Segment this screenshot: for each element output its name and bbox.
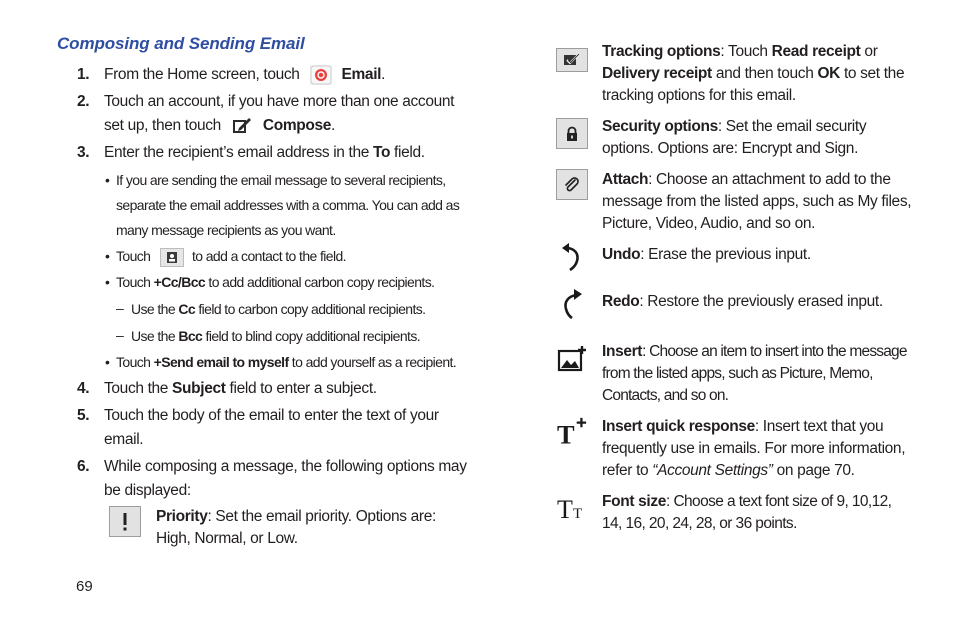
bullet-4 (57, 350, 467, 375)
step-4 (57, 377, 467, 401)
option-desc: : Choose an item to insert into the message from the listed apps, such as Picture, Memo, Contacts, and so on. (602, 343, 907, 404)
option-redo (554, 291, 914, 337)
tracking-check-icon (556, 48, 588, 72)
dash-mark: – (116, 300, 124, 316)
step-text: Enter the recipient’s email address in the (104, 144, 373, 161)
bullet-bold: +Cc/Bcc (153, 274, 206, 290)
right-column (554, 41, 914, 535)
option-label: Attach (602, 171, 649, 188)
bullet-bold: +Send email to myself (153, 354, 289, 370)
step-text-end: field. (390, 144, 425, 161)
option-label: Redo (602, 293, 640, 310)
step-text: Touch the (104, 380, 173, 397)
step-5 (57, 404, 467, 452)
step-6 (57, 455, 467, 503)
step-number: 5. (77, 407, 90, 424)
sub-bold: Cc (178, 301, 196, 317)
option-desc: : Erase the previous input. (640, 246, 811, 263)
contacts-icon (160, 248, 184, 267)
step-bold: Email (341, 66, 382, 83)
option-undo (554, 244, 914, 286)
undo-icon (556, 242, 588, 274)
lock-icon (556, 118, 588, 149)
sub-bullet-bcc (57, 324, 467, 349)
option-quick-response (554, 416, 914, 482)
section-heading: Composing and Sending Email (57, 34, 305, 53)
bullet-text: Touch (116, 274, 154, 290)
paperclip-icon (556, 169, 588, 200)
bullet-mark: • (105, 354, 110, 370)
compose-icon (231, 116, 253, 136)
option-bold: Delivery receipt (602, 65, 712, 82)
step-text: Touch the body of the email to enter the text of your email. (104, 407, 439, 448)
bullet-text-end: to add additional carbon copy recipients. (205, 274, 435, 290)
bullet-text: Touch (116, 354, 154, 370)
sub-bold: Bcc (178, 328, 203, 344)
bullet-mark: • (105, 248, 110, 264)
option-security (554, 116, 914, 160)
step-bold: To (372, 144, 391, 161)
cross-reference-link[interactable]: “Account Settings” (652, 462, 773, 479)
step-text-end: . (331, 117, 336, 134)
option-label: Undo (602, 246, 641, 263)
bullet-mark: • (105, 172, 110, 188)
step-text: From the Home screen, touch (104, 66, 300, 83)
sub-text: Use the (131, 301, 179, 317)
step-text: While composing a message, the following options may be displayed: (104, 458, 467, 499)
step-text: Touch an account, if you have more than one account set up, then touch (104, 93, 455, 134)
option-bold: Read receipt (771, 43, 861, 60)
option-label: Insert (602, 343, 643, 360)
bullet-text: Touch (116, 248, 151, 264)
option-font-size (554, 491, 914, 535)
option-desc: : Set the email security options. Options are: Encrypt and Sign. (602, 118, 867, 157)
svg-text:T: T (573, 506, 582, 522)
option-desc: and then touch (711, 65, 818, 82)
option-desc-end: on page 70. (772, 462, 855, 479)
left-column (57, 34, 467, 550)
option-desc: : Set the email priority. Options are: High, Normal, or Low. (156, 508, 436, 547)
option-bold: OK (817, 65, 840, 82)
sub-text-end: field to blind copy additional recipients. (202, 328, 421, 344)
svg-text:T: T (556, 420, 575, 448)
step-bold: Subject (172, 380, 226, 397)
option-desc: or (860, 43, 878, 60)
step-number: 6. (77, 458, 90, 475)
exclamation-icon (109, 506, 141, 537)
option-desc: : Restore the previously erased input. (639, 293, 883, 310)
option-desc: : Choose a text font size of 9, 10,12, 14, 16, 20, 24, 28, or 36 points. (602, 493, 892, 532)
bullet-1 (57, 168, 467, 243)
bullet-text: If you are sending the email message to several recipients, separate the email addresses with a comma. You can add as many message recipients as you want. (116, 172, 460, 238)
sub-text: Use the (131, 328, 179, 344)
option-label: Tracking options (602, 43, 721, 60)
svg-text:T: T (557, 495, 573, 523)
option-label: Insert quick response (602, 418, 755, 435)
bullet-mark: • (105, 274, 110, 290)
step-number: 1. (77, 66, 90, 83)
option-tracking (554, 41, 914, 107)
option-label: Priority (156, 508, 208, 525)
option-insert (554, 341, 914, 407)
option-label: Font size (602, 493, 667, 510)
step-bold: Compose (262, 117, 332, 134)
bullet-text-end: to add yourself as a recipient. (288, 354, 457, 370)
option-label: Security options (602, 118, 718, 135)
bullet-3 (57, 270, 467, 295)
option-desc: : Choose an attachment to add to the message from the listed apps, such as My files, Picture, Video, Audio, and so on. (602, 171, 912, 232)
step-text-end: field to enter a subject. (225, 380, 377, 397)
text-plus-icon (556, 416, 588, 448)
redo-icon (556, 289, 588, 321)
page-number: 69 (76, 578, 93, 595)
step-1 (57, 63, 467, 87)
step-number: 2. (77, 93, 90, 110)
option-desc: to set the tracking options for this email. (602, 65, 905, 104)
step-3 (57, 141, 467, 165)
step-number: 4. (77, 380, 90, 397)
option-desc: : Touch (720, 43, 772, 60)
option-attach (554, 169, 914, 235)
option-priority (108, 506, 467, 550)
font-size-icon (556, 491, 588, 523)
insert-image-icon (556, 343, 588, 375)
step-text-end: . (381, 66, 386, 83)
step-2 (57, 90, 467, 138)
bullet-2 (57, 244, 467, 269)
email-app-icon (310, 65, 332, 85)
bullet-text-end: to add a contact to the field. (191, 248, 346, 264)
step-number: 3. (77, 144, 90, 161)
option-desc: : Insert text that you frequently use in emails. For more information, refer to (602, 418, 906, 479)
dash-mark: – (116, 327, 124, 343)
sub-bullet-cc (57, 297, 467, 322)
sub-text-end: field to carbon copy additional recipients. (195, 301, 426, 317)
